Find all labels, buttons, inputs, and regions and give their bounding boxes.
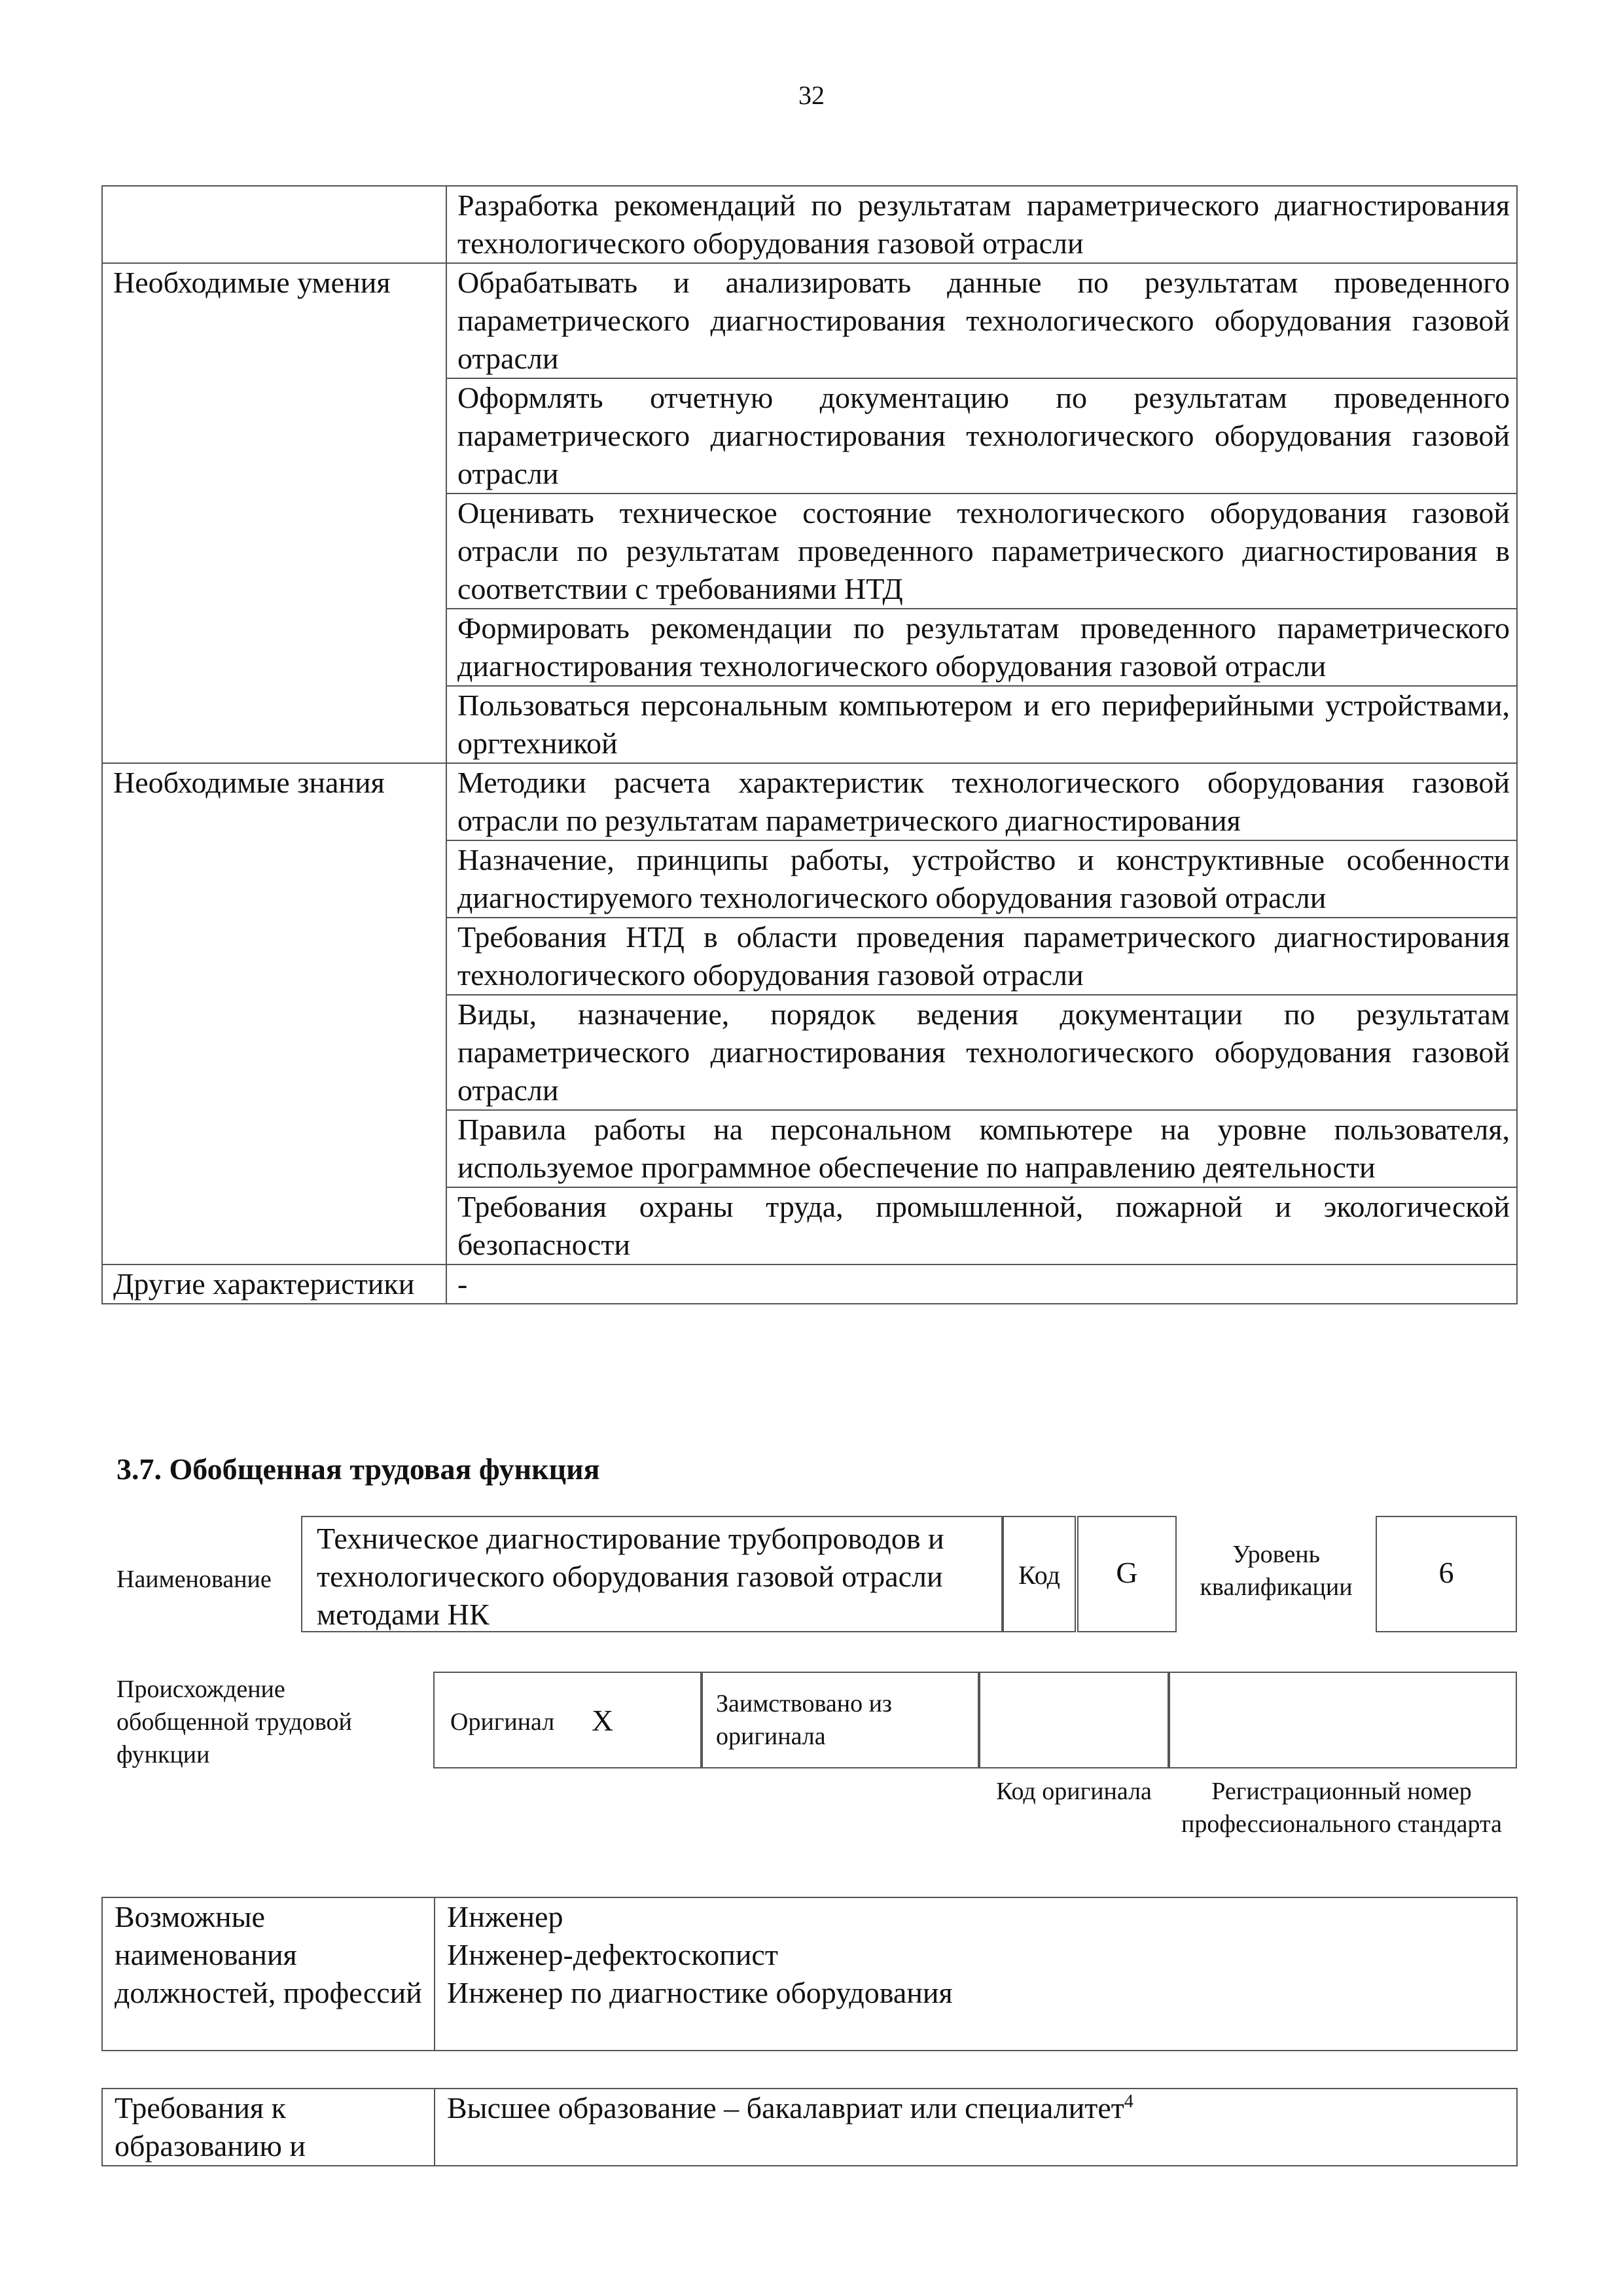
code-value: G [1077,1516,1177,1632]
borrowed-label: Заимствовано из оригинала [716,1690,892,1750]
origin-code-caption: Код оригинала [996,1778,1152,1805]
footnote-mark: 4 [1124,2091,1133,2112]
knowledge-label: Необходимые знания [102,763,446,1265]
skill-item: Обрабатывать и анализировать данные по результатам проведенного параметрического диагностирования технологического оборудования газовой отрасли [446,263,1517,378]
code-label: Код [1003,1516,1076,1632]
position-item: Инженер-дефектоскопист [447,1938,778,1971]
knowledge-item: Правила работы на персональном компьютере на уровне пользователя, используемое программное обеспечение по направлению деятельности [446,1110,1517,1187]
table-row [102,1897,1517,2051]
borrowed-cell [702,1672,979,1768]
original-cell [433,1672,702,1768]
skill-item: Формировать рекомендации по результатам проведенного параметрического диагностирования технологического оборудования газовой отрасли [446,609,1517,686]
skill-item: Оформлять отчетную документацию по результатам проведенного параметрического диагностирования технологического оборудования газовой отрасли [446,378,1517,493]
education-cell [435,2089,1517,2166]
origin-code-cell [979,1672,1169,1768]
level-value: 6 [1376,1516,1517,1632]
positions-label: Возможные наименования должностей, профессий [102,1897,435,2051]
education-value: Высшее образование – бакалавриат или специалитет [447,2091,1124,2125]
continuation-cell: Разработка рекомендаций по результатам параметрического диагностирования технологического оборудования газовой отрасли [446,186,1517,263]
page-number: 32 [798,81,825,110]
positions-table [101,1897,1518,2051]
position-item: Инженер по диагностике оборудования [447,1976,953,2009]
knowledge-item: Назначение, принципы работы, устройство и конструктивные особенности диагностируемого технологического оборудования газовой отрасли [446,840,1517,918]
other-value: - [446,1265,1517,1304]
table-row [102,263,1517,378]
table-row [102,186,1517,263]
education-label: Требования к образованию и [102,2089,435,2166]
skill-item: Пользоваться персональным компьютером и его периферийными устройствами, оргтехникой [446,686,1517,763]
knowledge-item: Методики расчета характеристик технологического оборудования газовой отрасли по результатам параметрического диагностирования [446,763,1517,840]
name-value: Техническое диагностирование трубопроводов и технологического оборудования газовой отрасли методами НК [317,1522,944,1631]
empty-label-cell [102,186,446,263]
skills-label: Необходимые умения [102,263,446,763]
work-function-table [101,185,1518,1304]
position-item: Инженер [447,1900,563,1933]
knowledge-item: Требования охраны труда, промышленной, пожарной и экологической безопасности [446,1187,1517,1265]
original-mark: X [592,1704,614,1737]
table-row [102,1265,1517,1304]
other-label: Другие характеристики [102,1265,446,1304]
original-label: Оригинал [450,1708,555,1736]
positions-list [435,1897,1517,2051]
section-heading: 3.7. Обобщенная трудовая функция [116,1452,600,1486]
level-label: Уровень квалификации [1200,1541,1353,1601]
reg-number-cell [1169,1672,1517,1768]
table-row [102,763,1517,840]
name-value-box [301,1516,1003,1632]
origin-label: Происхождение обобщенной трудовой функции [116,1676,352,1768]
reg-number-caption: Регистрационный номер профессионального стандарта [1181,1778,1502,1838]
skill-item: Оценивать техническое состояние технологического оборудования газовой отрасли по результатам проведенного параметрического диагностирования в соответствии с требованиями НТД [446,493,1517,609]
knowledge-item: Требования НТД в области проведения параметрического диагностирования технологического оборудования газовой отрасли [446,918,1517,995]
education-table [101,2088,1518,2166]
knowledge-item: Виды, назначение, порядок ведения документации по результатам параметрического диагностирования технологического оборудования газовой отрасли [446,995,1517,1110]
table-row [102,2089,1517,2166]
name-label: Наименование [116,1566,272,1593]
